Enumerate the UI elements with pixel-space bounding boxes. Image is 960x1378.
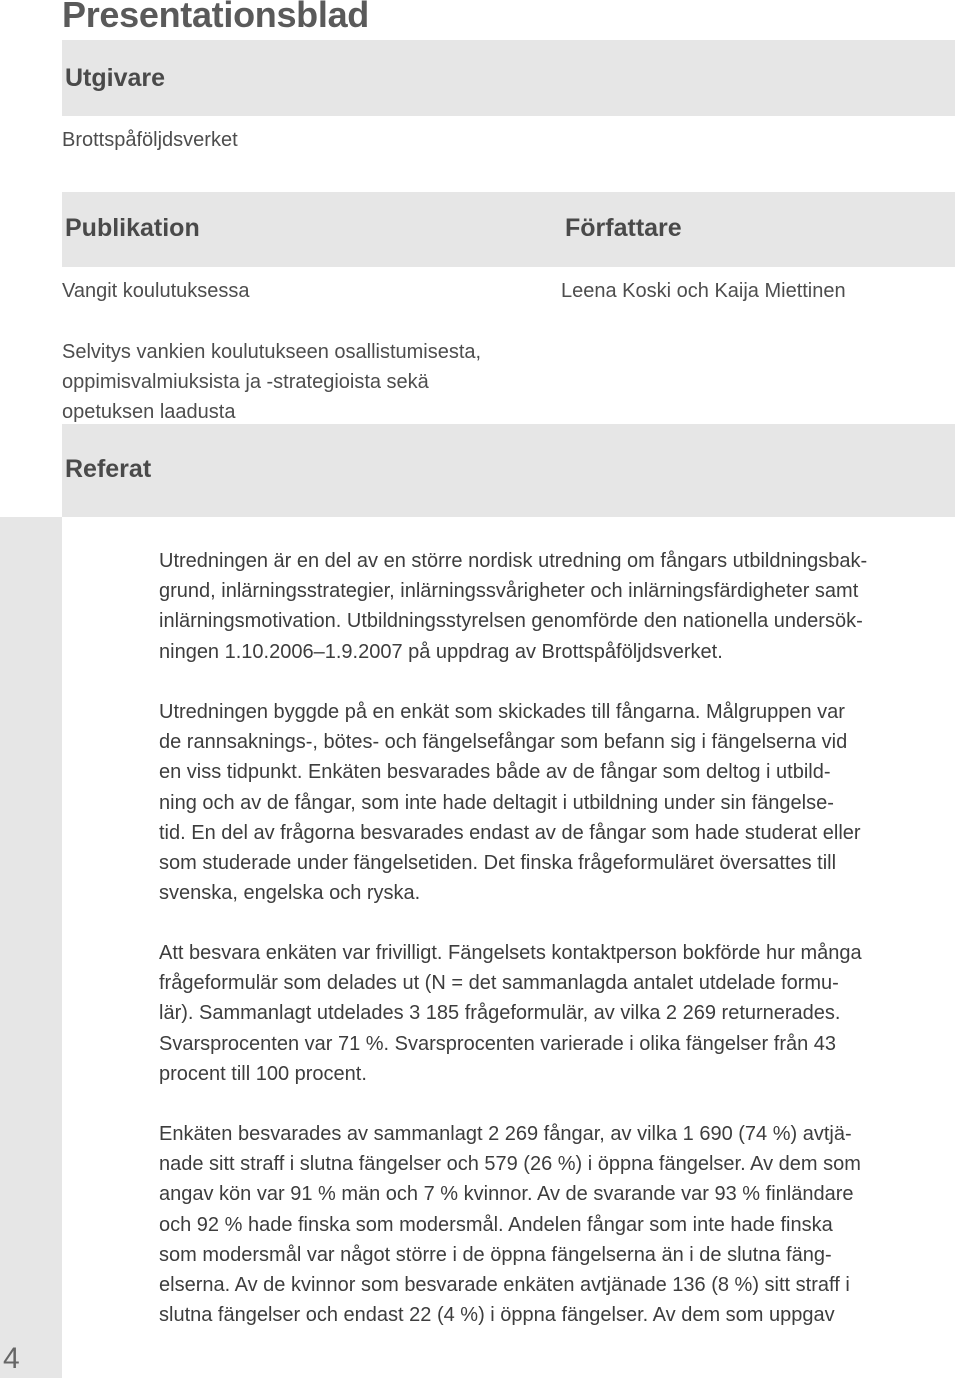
publication-subtitle: Selvitys vankien koulutukseen osallistumisesta, oppimisvalmiuksista ja -strategioista sekä opetuksen laadusta (62, 341, 482, 423)
page-title: Presentationsblad (62, 0, 369, 35)
authors: Leena Koski och Kaija Miettinen (561, 280, 846, 302)
forfattare-heading: Författare (565, 214, 682, 242)
referat-band (62, 424, 955, 517)
publication-title: Vangit koulutuksessa (62, 280, 250, 302)
publikation-heading: Publikation (65, 214, 200, 242)
utgivare-heading: Utgivare (65, 64, 166, 92)
referat-paragraph-4: Enkäten besvarades av sammanlagt 2 269 fångar, av vilka 1 690 (74 %) avtjä- nade sitt straff i slutna fängelser och 579 (26 %) i öppna fängelser. Av dem som angav kön var 91 % män och 7 % kvinnor. Av de svarande var 93 % finländare och 92 % hade finska som modersmål. Andelen fångar som inte hade finska som modersmål var något större i de öppna fängelserna än i de slutna fäng- elserna. Av de kvinnor som besvarade enkäten avtjänade 136 (8 %) sitt straff i slutna fängelser och endast 22 (4 %) i öppna fängelser. Av dem som uppgav (159, 1123, 861, 1327)
referat-paragraph-3: Att besvara enkäten var frivilligt. Fängelsets kontaktperson bokförde hur många frågeformulär som delades ut (N = det sammanlagda antalet utdelade formu- lär). Sammanlagt utdelades 3 185 frågeformulär, av vilka 2 269 returnerades. Svarsprocenten var 71 %. Svarsprocenten varierade i olika fängelser från 43 procent till 100 procent. (159, 942, 862, 1085)
utgivare-value: Brottspåföljdsverket (62, 129, 238, 151)
page-number: 4 (3, 1342, 20, 1375)
referat-heading: Referat (65, 455, 152, 483)
left-margin-bar (0, 517, 62, 1378)
utgivare-band (62, 40, 955, 116)
referat-paragraph-1: Utredningen är en del av en större nordisk utredning om fångars utbildningsbak- grund, inlärningsstrategier, inlärningssvårigheter och inlärningsfärdigheter samt inlärningsmotivation. Utbildningsstyrelsen genomförde den nationella undersök- ningen 1.10.2006–1.9.2007 på uppdrag av Brottspåföljdsverket. (159, 550, 868, 663)
referat-paragraph-2: Utredningen byggde på en enkät som skickades till fångarna. Målgruppen var de rannsaknings-, bötes- och fängelsefångar som befann sig i fängelserna vid en viss tidpunkt. Enkäten besvarades både av de fångar som deltog i utbild- ning och av de fångar, som inte hade deltagit i utbildning under sin fängelse- tid. En del av frågorna besvarades endast av de fångar som hade studerat eller som studerade under fängelsetiden. Det finska frågeformuläret översattes till svenska, engelska och ryska. (159, 701, 861, 905)
